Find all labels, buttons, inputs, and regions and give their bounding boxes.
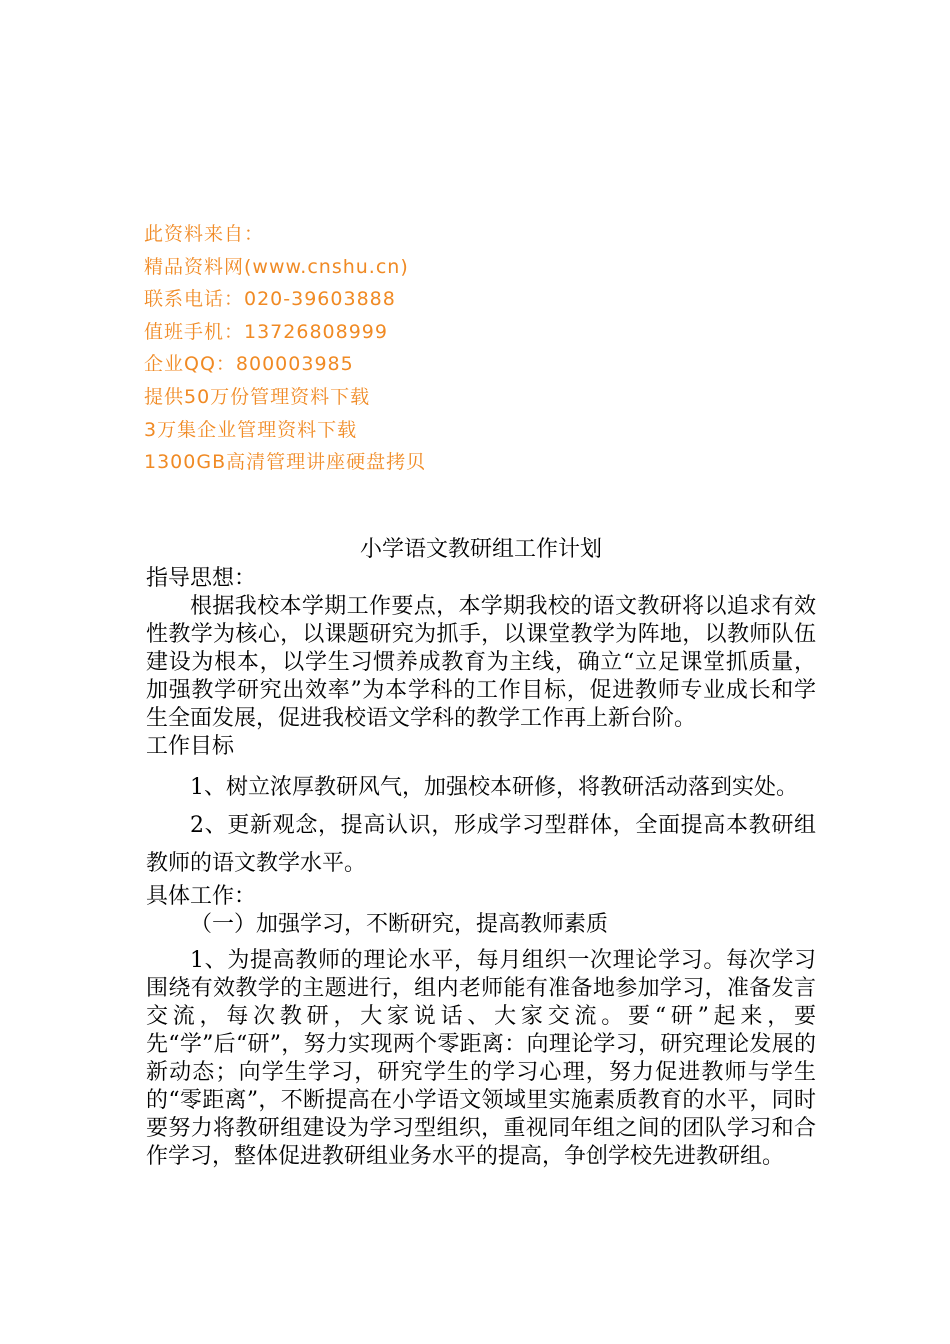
phone-line: 联系电话：020-39603888 — [144, 288, 396, 311]
website-line: 精品资料网(www.cnshu.cn) — [144, 255, 409, 278]
paragraph-guiding-thought: 根据我校本学期工作要点，本学期我校的语文教研将以追求有效性教学为核心，以课题研究为抓手，以课堂教学为阵地，以教师队伍建设为根本，以学生习惯养成教育为主线，确立“立足课堂抓质量，加强教学研究出效率”为本学科的工作目标，促进教师专业成长和学生全面发展，促进我校语文学科的教学工作再上新台阶。 — [146, 594, 816, 731]
document-body — [146, 535, 816, 1171]
goal-item-1: 1、树立浓厚教研风气，加强校本研修，将教研活动落到实处。 — [190, 775, 798, 800]
source-info-block — [144, 218, 426, 479]
heading-work-goals: 工作目标 — [146, 734, 235, 759]
work-item-1: 1、为提高教师的理论水平，每月组织一次理论学习。每次学习围绕有效教学的主题进行，组内老师能有准备地参加学习，准备发言交流，每次教研，大家说话、大家交流。要“研”起来，要先“学”后“研”，努力实现两个零距离：向理论学习，研究理论发展的新动态；向学生学习，研究学生的学习心理，努力促进教师与学生的“零距离”，不断提高在小学语文领域里实施素质教育的水平，同时要努力将教研组建设为学习型组织，重视同年组之间的团队学习和合作学习，整体促进教研组业务水平的提高，争创学校先进教研组。 — [146, 948, 816, 1169]
promo-line-2: 3万集企业管理资料下载 — [144, 418, 358, 441]
promo-line-3: 1300GB高清管理讲座硬盘拷贝 — [144, 451, 427, 474]
heading-guiding-thought: 指导思想： — [146, 566, 257, 591]
heading-specific-work: 具体工作： — [146, 884, 257, 909]
goal-item-2: 2、更新观念，提高认识，形成学习型群体，全面提高本教研组教师的语文教学水平。 — [146, 813, 816, 876]
source-line: 此资料来自： — [144, 223, 265, 245]
document-title: 小学语文教研组工作计划 — [359, 537, 602, 562]
qq-line: 企业QQ：800003985 — [144, 353, 354, 376]
mobile-line: 值班手机：13726808999 — [144, 320, 388, 343]
subheading-learning: （一）加强学习，不断研究，提高教师素质 — [190, 912, 609, 937]
promo-line-1: 提供50万份管理资料下载 — [144, 385, 371, 408]
